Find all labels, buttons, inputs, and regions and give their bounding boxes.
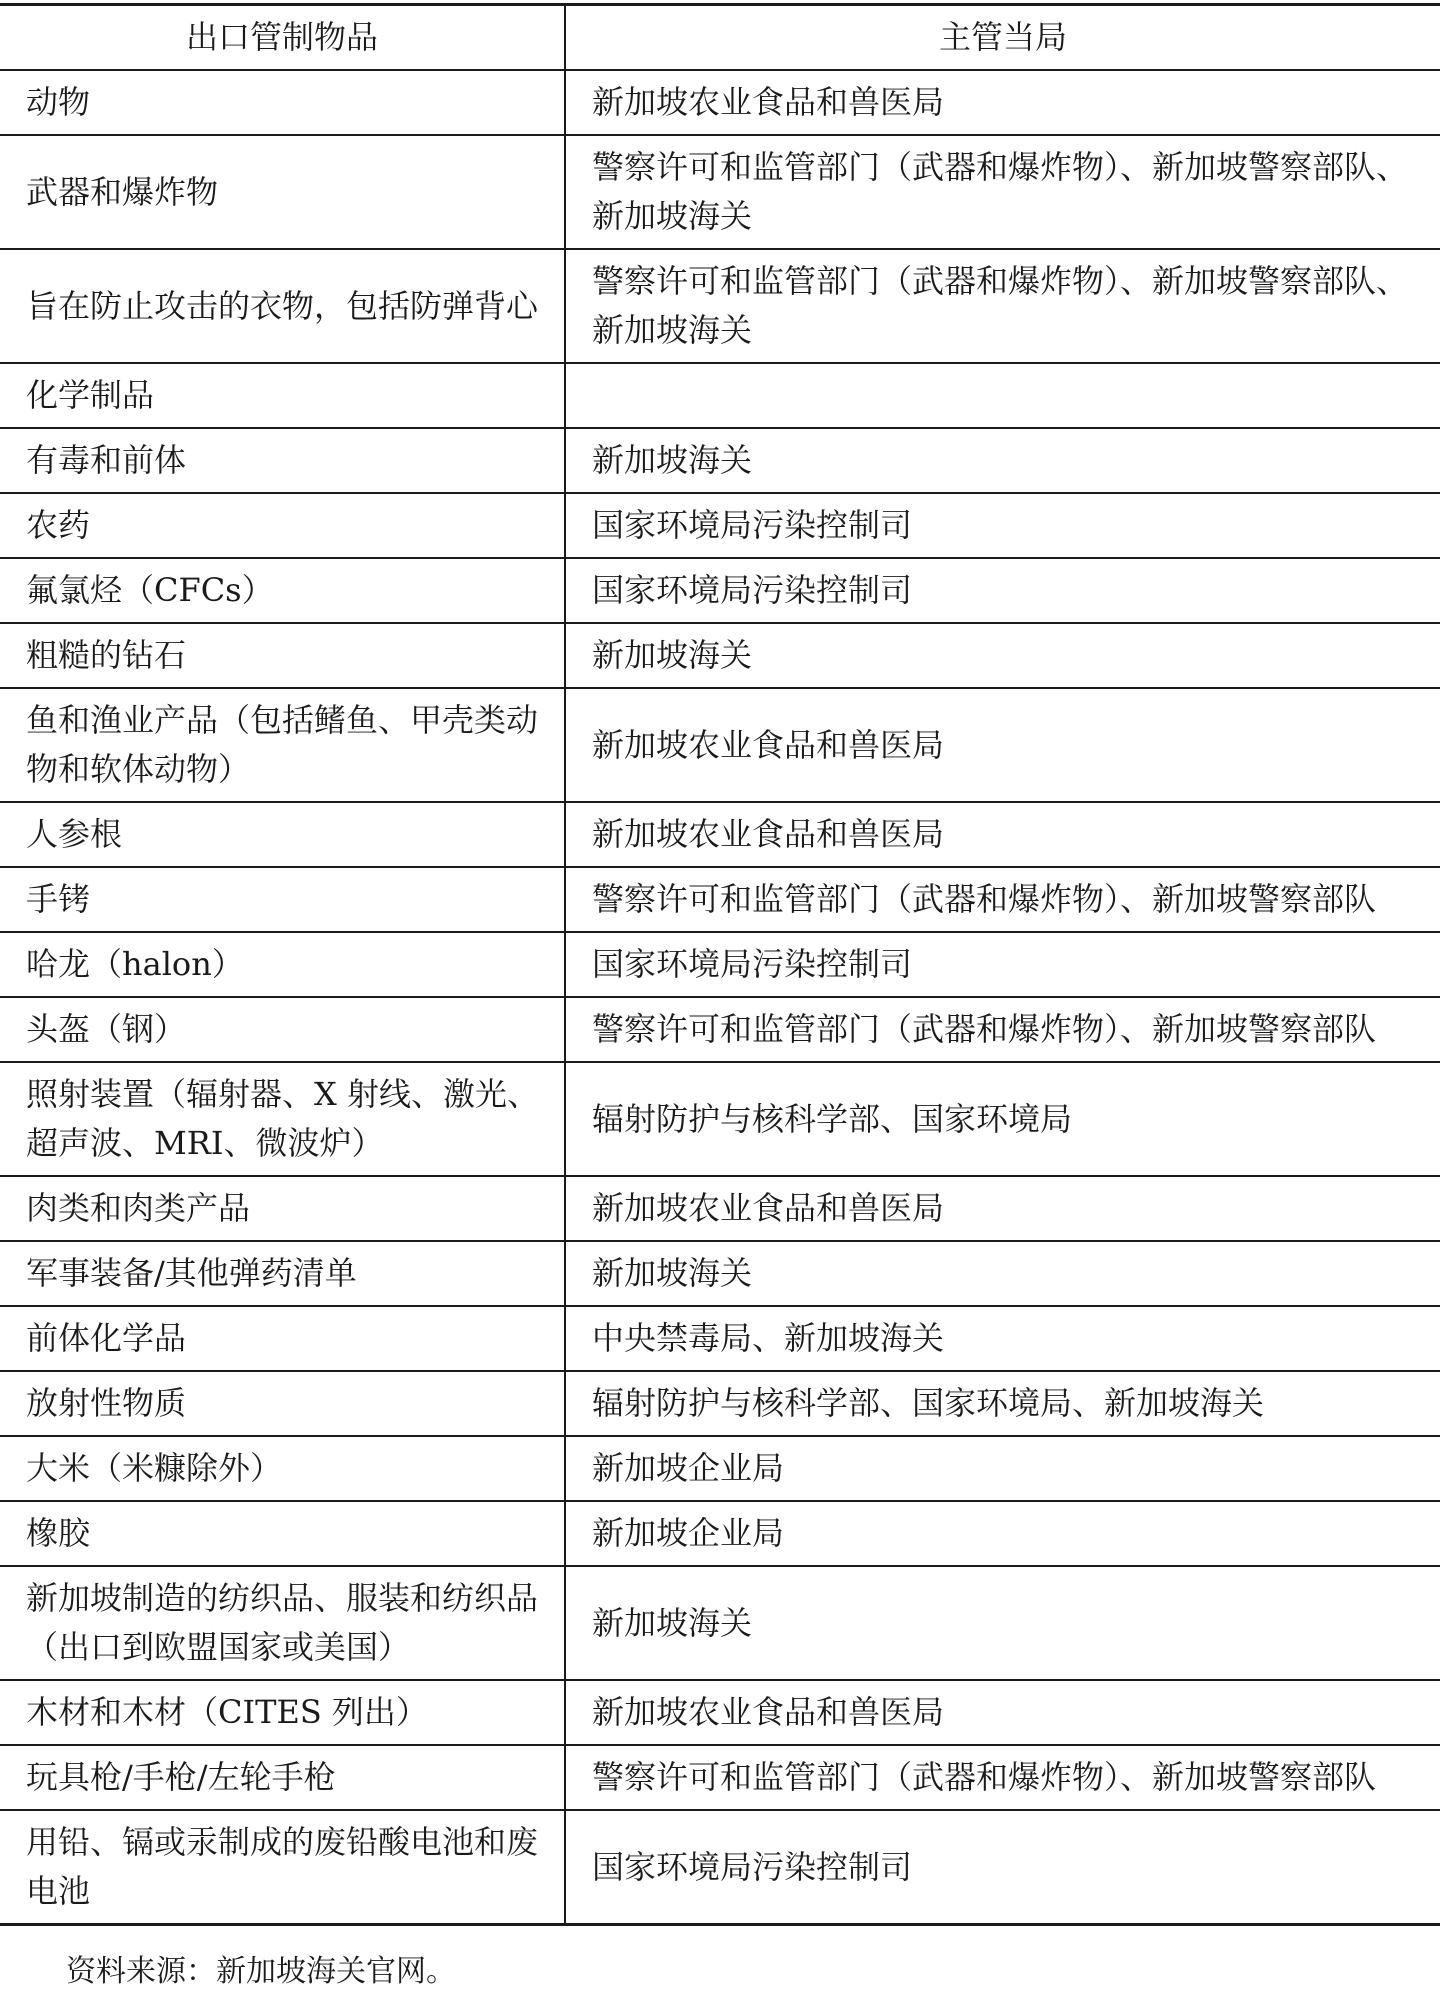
cell-controlled-item: 农药 xyxy=(0,493,565,558)
cell-authority: 中央禁毒局、新加坡海关 xyxy=(565,1306,1440,1371)
cell-controlled-item: 照射装置（辐射器、X 射线、激光、超声波、MRI、微波炉） xyxy=(0,1062,565,1176)
cell-authority: 新加坡农业食品和兽医局 xyxy=(565,688,1440,802)
table-row xyxy=(0,1062,1440,1176)
table-row xyxy=(0,1176,1440,1241)
table-row xyxy=(0,493,1440,558)
cell-authority: 警察许可和监管部门（武器和爆炸物）、新加坡警察部队 xyxy=(565,1745,1440,1810)
table-row xyxy=(0,1501,1440,1566)
cell-authority: 国家环境局污染控制司 xyxy=(565,493,1440,558)
cell-authority: 新加坡农业食品和兽医局 xyxy=(565,1176,1440,1241)
table-row xyxy=(0,558,1440,623)
table-row xyxy=(0,932,1440,997)
cell-authority: 国家环境局污染控制司 xyxy=(565,1810,1440,1925)
table-row xyxy=(0,623,1440,688)
table-row xyxy=(0,1306,1440,1371)
cell-controlled-item: 有毒和前体 xyxy=(0,428,565,493)
cell-authority: 警察许可和监管部门（武器和爆炸物）、新加坡警察部队、新加坡海关 xyxy=(565,249,1440,363)
cell-controlled-item: 氟氯烃（CFCs） xyxy=(0,558,565,623)
table-row xyxy=(0,135,1440,249)
cell-authority: 辐射防护与核科学部、国家环境局、新加坡海关 xyxy=(565,1371,1440,1436)
cell-authority: 新加坡海关 xyxy=(565,623,1440,688)
cell-controlled-item: 人参根 xyxy=(0,802,565,867)
cell-controlled-item: 新加坡制造的纺织品、服装和纺织品（出口到欧盟国家或美国） xyxy=(0,1566,565,1680)
cell-authority: 新加坡海关 xyxy=(565,1241,1440,1306)
cell-authority: 新加坡农业食品和兽医局 xyxy=(565,802,1440,867)
cell-controlled-item: 手铐 xyxy=(0,867,565,932)
cell-controlled-item: 前体化学品 xyxy=(0,1306,565,1371)
table-row xyxy=(0,70,1440,135)
export-control-table xyxy=(0,3,1440,1926)
cell-controlled-item: 粗糙的钻石 xyxy=(0,623,565,688)
cell-authority: 国家环境局污染控制司 xyxy=(565,932,1440,997)
cell-authority: 新加坡农业食品和兽医局 xyxy=(565,70,1440,135)
header-controlled-item: 出口管制物品 xyxy=(0,5,565,71)
cell-controlled-item: 军事装备/其他弹药清单 xyxy=(0,1241,565,1306)
table-row xyxy=(0,688,1440,802)
table-row xyxy=(0,997,1440,1062)
table-row xyxy=(0,249,1440,363)
table-row xyxy=(0,867,1440,932)
cell-authority xyxy=(565,363,1440,428)
table-row xyxy=(0,1241,1440,1306)
cell-authority: 国家环境局污染控制司 xyxy=(565,558,1440,623)
cell-controlled-item: 肉类和肉类产品 xyxy=(0,1176,565,1241)
table-body xyxy=(0,70,1440,1925)
cell-controlled-item: 橡胶 xyxy=(0,1501,565,1566)
export-control-table-container xyxy=(0,3,1440,1926)
cell-controlled-item: 动物 xyxy=(0,70,565,135)
cell-controlled-item: 木材和木材（CITES 列出） xyxy=(0,1680,565,1745)
cell-controlled-item: 用铅、镉或汞制成的废铅酸电池和废电池 xyxy=(0,1810,565,1925)
source-note: 资料来源：新加坡海关官网。 xyxy=(66,1954,456,1989)
cell-authority: 新加坡企业局 xyxy=(565,1501,1440,1566)
cell-controlled-item: 哈龙（halon） xyxy=(0,932,565,997)
table-header-row xyxy=(0,5,1440,71)
cell-authority: 警察许可和监管部门（武器和爆炸物）、新加坡警察部队 xyxy=(565,867,1440,932)
table-row xyxy=(0,802,1440,867)
table-row xyxy=(0,1810,1440,1925)
cell-authority: 辐射防护与核科学部、国家环境局 xyxy=(565,1062,1440,1176)
table-row xyxy=(0,363,1440,428)
table-row xyxy=(0,428,1440,493)
table-row xyxy=(0,1371,1440,1436)
cell-authority: 新加坡海关 xyxy=(565,1566,1440,1680)
cell-controlled-item: 头盔（钢） xyxy=(0,997,565,1062)
cell-controlled-item: 玩具枪/手枪/左轮手枪 xyxy=(0,1745,565,1810)
header-authority: 主管当局 xyxy=(565,5,1440,71)
cell-authority: 新加坡企业局 xyxy=(565,1436,1440,1501)
cell-controlled-item: 武器和爆炸物 xyxy=(0,135,565,249)
cell-authority: 警察许可和监管部门（武器和爆炸物）、新加坡警察部队 xyxy=(565,997,1440,1062)
cell-controlled-item: 化学制品 xyxy=(0,363,565,428)
cell-controlled-item: 鱼和渔业产品（包括鳍鱼、甲壳类动物和软体动物） xyxy=(0,688,565,802)
table-row xyxy=(0,1680,1440,1745)
cell-authority: 警察许可和监管部门（武器和爆炸物）、新加坡警察部队、新加坡海关 xyxy=(565,135,1440,249)
table-row xyxy=(0,1566,1440,1680)
cell-controlled-item: 放射性物质 xyxy=(0,1371,565,1436)
cell-authority: 新加坡农业食品和兽医局 xyxy=(565,1680,1440,1745)
cell-authority: 新加坡海关 xyxy=(565,428,1440,493)
cell-controlled-item: 旨在防止攻击的衣物，包括防弹背心 xyxy=(0,249,565,363)
cell-controlled-item: 大米（米糠除外） xyxy=(0,1436,565,1501)
table-row xyxy=(0,1436,1440,1501)
table-row xyxy=(0,1745,1440,1810)
